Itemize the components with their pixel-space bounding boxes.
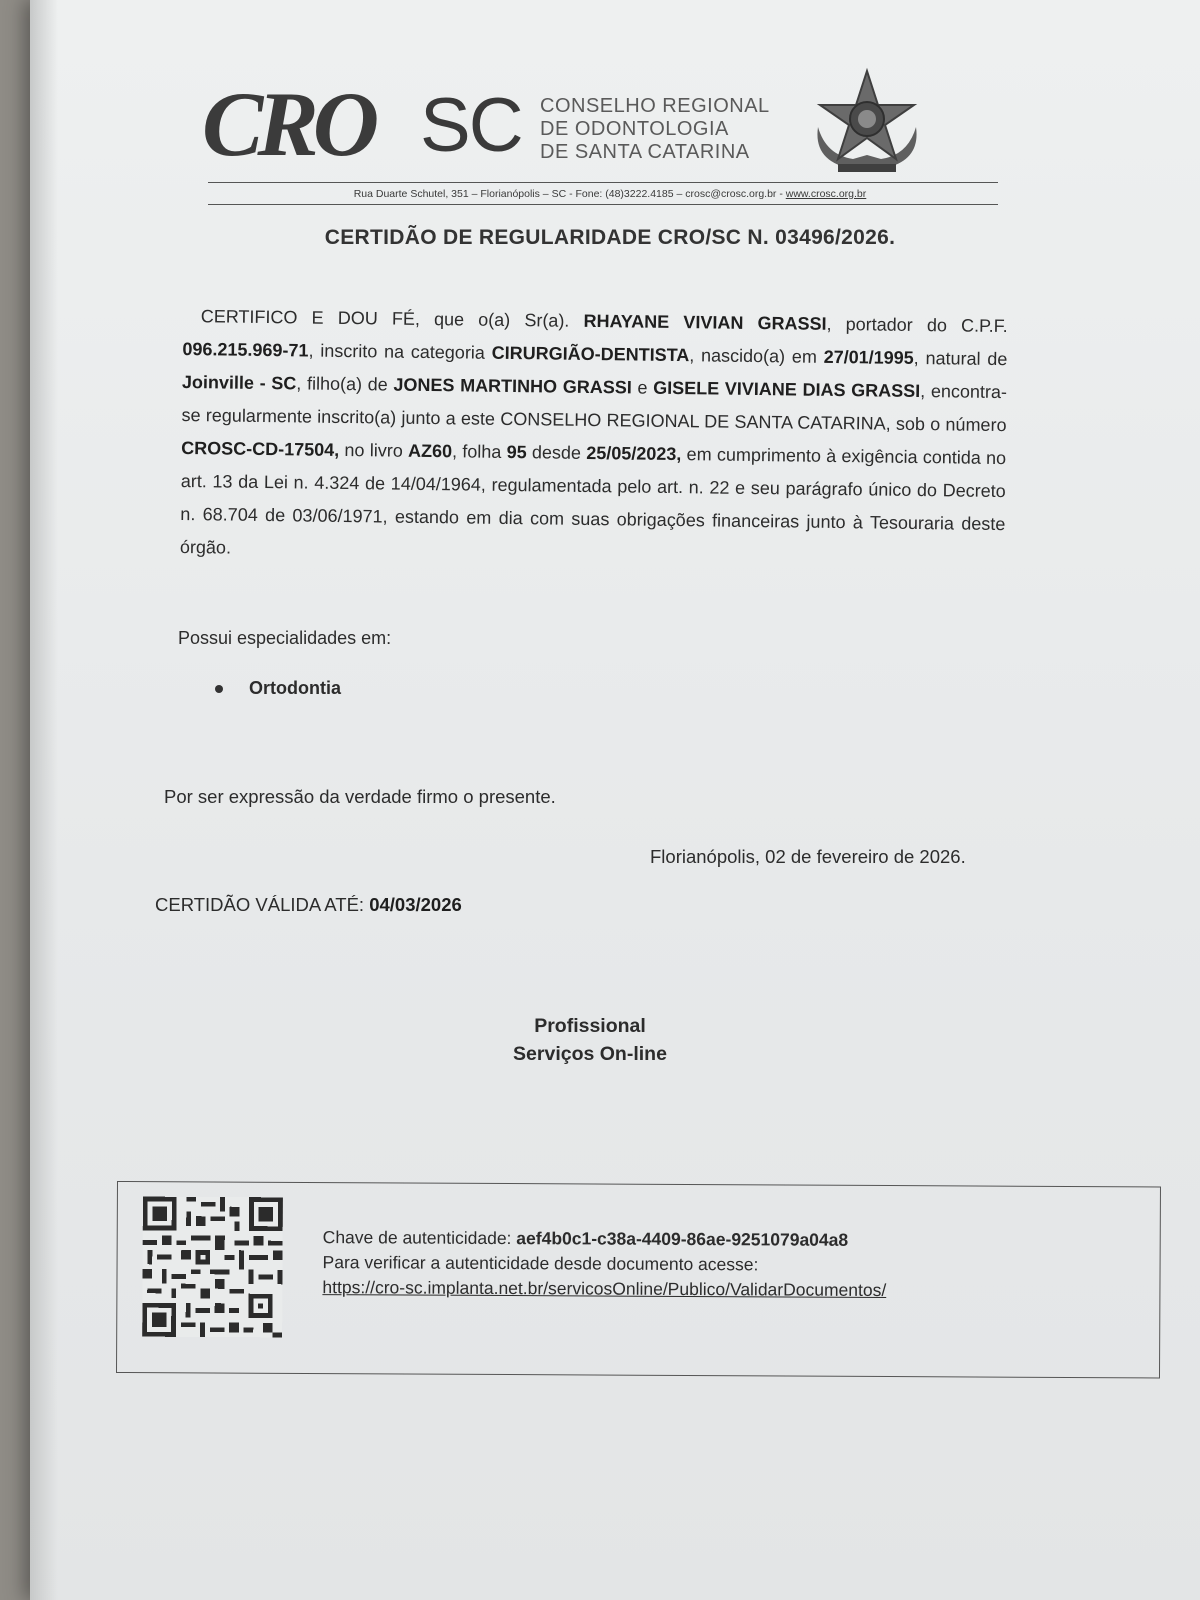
- book-number: AZ60: [407, 440, 453, 462]
- registration-since: 25/05/2023,: [586, 442, 682, 465]
- signature-line1: Profissional: [534, 1015, 646, 1037]
- list-item: [215, 678, 341, 699]
- validity-date: 04/03/2026: [369, 894, 462, 915]
- page-shadow-edge: [30, 0, 58, 1600]
- validity-line: [155, 894, 462, 916]
- council-address: [250, 188, 970, 200]
- certificate-paragraph: [180, 300, 1008, 574]
- council-name-line2: DE ODONTOLOGIA: [540, 118, 729, 140]
- body-text-segment: desde: [526, 442, 587, 463]
- specialties-label: Possui especialidades em:: [178, 628, 392, 648]
- certificate-body: [180, 300, 1008, 574]
- validity-label: CERTIDÃO VÁLIDA ATÉ:: [155, 894, 370, 915]
- body-text-segment: , natural de: [913, 347, 1008, 370]
- body-text-segment: , filho(a) de: [296, 373, 394, 395]
- letterhead: [200, 75, 980, 185]
- father-name: JONES MARTINHO GRASSI: [393, 374, 632, 398]
- registration-number: CROSC-CD-17504,: [181, 437, 340, 460]
- verify-instructions: Para verificar a autenticidade desde documento acesse:: [322, 1252, 759, 1275]
- birth-date: 27/01/1995: [823, 346, 914, 368]
- body-text-segment: , nascido(a) em: [689, 345, 824, 367]
- brazil-coat-of-arms-icon: [808, 67, 926, 177]
- cpf-number: 096.215.969-71: [182, 338, 309, 361]
- page-number: 95: [506, 441, 527, 463]
- specialties-list: [215, 678, 341, 699]
- validation-link[interactable]: https://cro-sc.implanta.net.br/servicosOnline/Publico/ValidarDocumentos/: [322, 1277, 887, 1301]
- holder-name: RHAYANE VIVIAN GRASSI: [583, 310, 827, 334]
- authenticity-key-line: [323, 1225, 887, 1253]
- authenticity-text: [322, 1225, 886, 1303]
- category: CIRURGIÃO-DENTISTA: [491, 342, 690, 366]
- mother-name: GISELE VIVIANE DIAS GRASSI: [653, 377, 921, 402]
- council-name: [540, 95, 770, 164]
- logo-state: SC: [420, 83, 522, 168]
- specialty-name: Ortodontia: [249, 678, 341, 698]
- website-link[interactable]: www.crosc.org.br: [785, 188, 867, 200]
- cro-logo: [200, 75, 410, 175]
- signature-line2: Serviços On-line: [513, 1043, 667, 1065]
- body-text-segment: , folha: [451, 441, 507, 462]
- body-text-segment: , inscrito na categoria: [308, 340, 492, 363]
- header-rule-bottom: [208, 204, 998, 205]
- authenticity-key: aef4b0c1-c38a-4409-86ae-9251079a04a8: [516, 1228, 849, 1250]
- place-and-date: Florianópolis, 02 de fevereiro de 2026.: [650, 846, 966, 867]
- body-text-segment: CERTIFICO E DOU FÉ, que o(a) Sr(a).: [200, 306, 584, 331]
- key-label: Chave de autenticidade:: [322, 1227, 517, 1249]
- body-text-segment: , portador do C.P.F.: [826, 313, 1008, 337]
- authenticity-box: [116, 1181, 1161, 1378]
- council-name-line1: CONSELHO REGIONAL: [540, 95, 770, 117]
- bullet-icon: [215, 685, 223, 693]
- council-name-line3: DE SANTA CATARINA: [540, 141, 750, 163]
- qr-code-icon[interactable]: [142, 1194, 283, 1340]
- body-text-segment: , encontra-se regularmente inscrito(a) junto a este CONSELHO REGIONAL DE SANTA CATARINA, sob o número: [181, 381, 1008, 436]
- body-text-segment: e: [631, 377, 654, 398]
- closing-statement: Por ser expressão da verdade firmo o presente.: [164, 786, 556, 807]
- header-rule-top: [208, 182, 998, 183]
- cro-logo-text: CRO: [202, 75, 374, 175]
- address-text: Rua Duarte Schutel, 351 – Florianópolis – SC - Fone: (48)3222.4185 – crosc@crosc.org.br -: [353, 188, 786, 200]
- certificate-title: CERTIDÃO DE REGULARIDADE CRO/SC N. 03496/2026.: [324, 226, 896, 249]
- birthplace: Joinville - SC: [181, 371, 297, 394]
- body-text-segment: em cumprimento à exigência contida no art. 13 da Lei n. 4.324 de 14/04/1964, regulamentada pelo art. n. 22 e seu parágrafo único do Decreto n. 68.704 de 03/06/1971, estando em dia com suas obrigações financeiras junto à Tesouraria deste órgão.: [179, 444, 1007, 558]
- signature-block: [490, 1012, 690, 1068]
- body-text-segment: no livro: [339, 439, 409, 461]
